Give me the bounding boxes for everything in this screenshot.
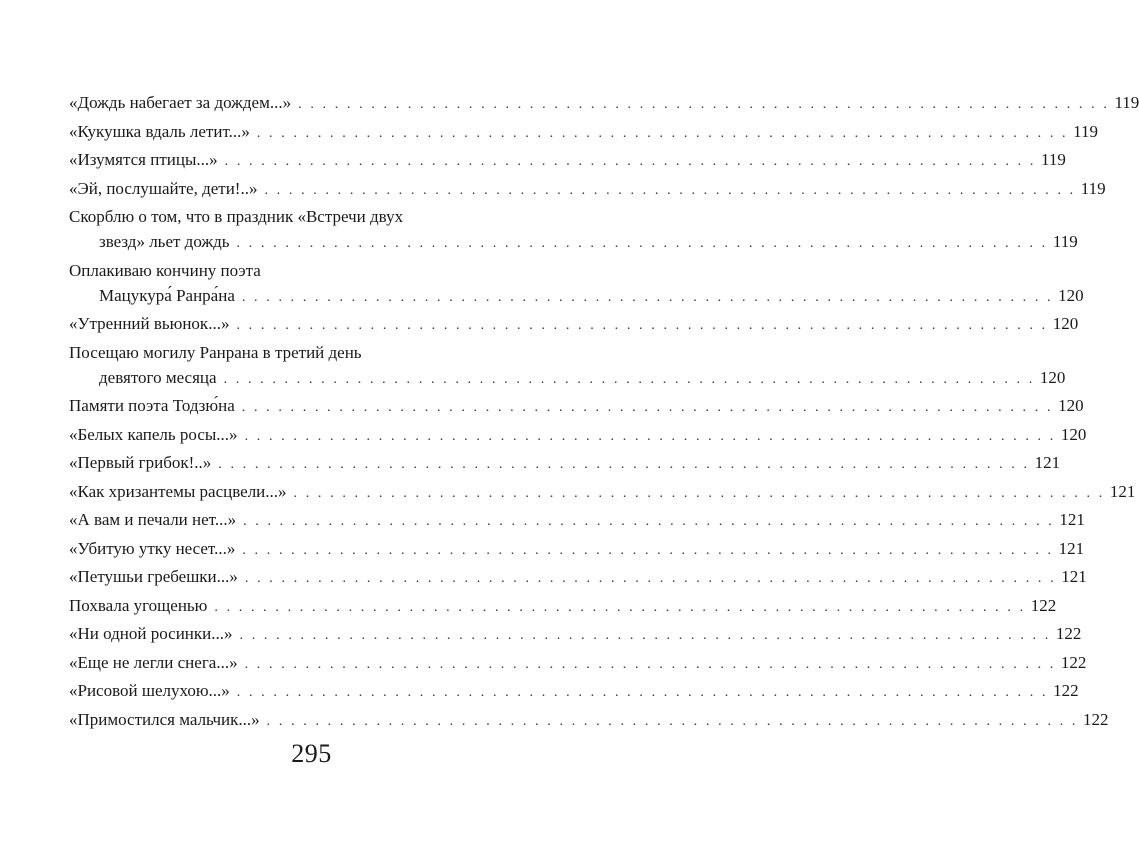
- toc-entry-title: «Убитую утку несет...»: [69, 538, 236, 558]
- toc-entry-line: [69, 450, 1061, 475]
- dot-leader: . . . . . . . . . . . . . . . . . . . . . . . . . . . . . . . . . . . . . . . . . . . . . . . . . . . . . . . . . . . . . . . . . . .: [218, 457, 1030, 472]
- toc-entry-page: 121: [1059, 510, 1085, 529]
- toc-entry-line: [69, 258, 516, 283]
- toc-entry-title: «Как хризантемы расцвели...»: [69, 481, 287, 501]
- toc-entry-title: «Первый грибок!..»: [69, 453, 212, 472]
- dot-leader: . . . . . . . . . . . . . . . . . . . . . . . . . . . . . . . . . . . . . . . . . . . . . . . . . . . . . . . . . . . . . . . . . . .: [266, 713, 1078, 729]
- toc-entry-line: [69, 507, 1085, 532]
- toc-entry-title: «Еще не легли снега...»: [69, 652, 238, 672]
- toc-entry-line: [69, 479, 1136, 504]
- toc-entry-title: «Петушьи гребешки...»: [69, 567, 238, 586]
- toc-entry-title: «Ни одной росинки...»: [69, 624, 233, 643]
- toc-entry-page: 119: [1073, 121, 1099, 141]
- toc-entry[interactable]: [69, 119, 1099, 144]
- dot-leader: . . . . . . . . . . . . . . . . . . . . . . . . . . . . . . . . . . . . . . . . . . . . . . . . . . . . . . . . . . . . . . . . . . .: [242, 542, 1054, 558]
- dot-leader: . . . . . . . . . . . . . . . . . . . . . . . . . . . . . . . . . . . . . . . . . . . . . . . . . . . . . . . . . . . . . . . . . . .: [243, 514, 1055, 529]
- toc-entry-title: «Эй, послушайте, дети!..»: [69, 178, 258, 198]
- toc-entry-title: Памяти поэта Тодзю́на: [69, 396, 235, 415]
- toc-entry-line: [69, 707, 1109, 732]
- toc-entry-page: 120: [1052, 314, 1079, 333]
- toc-entry[interactable]: [69, 258, 1084, 308]
- toc-entry-page: 120: [1058, 396, 1084, 415]
- toc-entry-page: 121: [1109, 481, 1136, 501]
- dot-leader: . . . . . . . . . . . . . . . . . . . . . . . . . . . . . . . . . . . . . . . . . . . . . . . . . . . . . . . . . . . . . . . . . . .: [293, 485, 1105, 501]
- toc-entry-page: 119: [1040, 150, 1066, 169]
- toc-entry-page: 119: [1080, 178, 1106, 198]
- dot-leader: . . . . . . . . . . . . . . . . . . . . . . . . . . . . . . . . . . . . . . . . . . . . . . . . . . . . . . . . . . . . . . . . . . .: [224, 154, 1036, 169]
- toc-entry-line: [69, 119, 1099, 144]
- toc-entry-line: [69, 678, 1079, 703]
- toc-entry[interactable]: [69, 479, 1136, 504]
- toc-entry[interactable]: [69, 340, 1066, 390]
- toc-entry-line: [69, 147, 1066, 172]
- toc-entry-title: «Дождь набегает за дождем...»: [69, 93, 292, 112]
- toc-entry-title: Оплакиваю кончину поэта: [69, 260, 261, 280]
- toc-entry[interactable]: [69, 450, 1061, 475]
- toc-entry-title: Скорблю о том, что в праздник «Встречи двух: [69, 207, 404, 226]
- dot-leader: . . . . . . . . . . . . . . . . . . . . . . . . . . . . . . . . . . . . . . . . . . . . . . . . . . . . . . . . . . . . . . . . . . .: [214, 599, 1026, 615]
- toc-entry-page: 122: [1082, 709, 1109, 729]
- toc-entry-page: 119: [1052, 232, 1078, 251]
- toc-entry[interactable]: [69, 90, 1139, 115]
- toc-entry-page: 122: [1053, 681, 1079, 700]
- toc-entry[interactable]: [69, 147, 1066, 172]
- dot-leader: . . . . . . . . . . . . . . . . . . . . . . . . . . . . . . . . . . . . . . . . . . . . . . . . . . . . . . . . . . . . . . . . . . .: [256, 125, 1069, 141]
- toc-entry-line: [69, 536, 1085, 561]
- toc-entry-page: 121: [1034, 453, 1061, 472]
- toc-entry-title: «А вам и печали нет...»: [69, 510, 237, 529]
- toc-entry-title: «Изумятся птицы...»: [69, 150, 218, 169]
- toc-entry-title: «Кукушка вдаль летит...»: [69, 121, 250, 141]
- toc-entry-page: 119: [1114, 93, 1139, 112]
- dot-leader: . . . . . . . . . . . . . . . . . . . . . . . . . . . . . . . . . . . . . . . . . . . . . . . . . . . . . . . . . . . . . . . . . . .: [223, 371, 1035, 387]
- toc-entry[interactable]: [69, 650, 1087, 675]
- toc-entry-page: 120: [1039, 367, 1066, 387]
- toc-entry-page: 121: [1058, 538, 1085, 558]
- toc-entry-line: [69, 229, 1078, 254]
- toc-entry-line: [69, 593, 1057, 618]
- toc-entry-line: [69, 176, 1106, 201]
- toc-entry-line: [69, 283, 1084, 308]
- toc-entry-line: [69, 340, 516, 365]
- toc-entry-line: [69, 204, 516, 229]
- dot-leader: . . . . . . . . . . . . . . . . . . . . . . . . . . . . . . . . . . . . . . . . . . . . . . . . . . . . . . . . . . . . . . . . . . .: [236, 236, 1048, 251]
- toc-entry[interactable]: [69, 593, 1057, 618]
- toc-entry-title: «Рисовой шелухою...»: [69, 681, 230, 700]
- toc-entry-page: 122: [1060, 652, 1087, 672]
- toc-entry-line: [69, 422, 1087, 447]
- dot-leader: . . . . . . . . . . . . . . . . . . . . . . . . . . . . . . . . . . . . . . . . . . . . . . . . . . . . . . . . . . . . . . . . . . .: [244, 428, 1056, 444]
- toc-entry-page: 122: [1055, 624, 1082, 643]
- page-number: 295: [291, 739, 332, 768]
- toc-entry-line: [69, 311, 1079, 336]
- toc-entry[interactable]: [69, 422, 1087, 447]
- toc-entry[interactable]: [69, 176, 1106, 201]
- toc-entry-title: Похвала угощенью: [69, 595, 208, 615]
- toc-entry-page: 120: [1060, 424, 1087, 444]
- toc-entry[interactable]: [69, 507, 1085, 532]
- toc-entry-line: [69, 564, 1087, 589]
- dot-leader: . . . . . . . . . . . . . . . . . . . . . . . . . . . . . . . . . . . . . . . . . . . . . . . . . . . . . . . . . . . . . . . . . . .: [241, 400, 1054, 415]
- toc-entry[interactable]: [69, 678, 1079, 703]
- toc-entry-title: девятого месяца: [99, 367, 217, 387]
- dot-leader: . . . . . . . . . . . . . . . . . . . . . . . . . . . . . . . . . . . . . . . . . . . . . . . . . . . . . . . . . . . . . . . . . . .: [264, 182, 1076, 198]
- toc-entry-line: [69, 393, 1084, 418]
- toc-entry-line: [69, 650, 1087, 675]
- toc-entry[interactable]: [69, 204, 1078, 254]
- toc-entry[interactable]: [69, 393, 1084, 418]
- toc-entry-title: звезд» льет дождь: [99, 232, 230, 251]
- toc-entry-line: [69, 365, 1066, 390]
- toc-entry[interactable]: [69, 536, 1085, 561]
- table-of-contents: [69, 90, 1139, 735]
- toc-entry-title: Посещаю могилу Ранрана в третий день: [69, 342, 362, 362]
- dot-leader: . . . . . . . . . . . . . . . . . . . . . . . . . . . . . . . . . . . . . . . . . . . . . . . . . . . . . . . . . . . . . . . . . . .: [241, 289, 1054, 305]
- toc-entry-title: «Примостился мальчик...»: [69, 709, 260, 729]
- toc-entry-page: 120: [1058, 285, 1084, 305]
- toc-entry-page: 121: [1061, 567, 1087, 586]
- dot-leader: . . . . . . . . . . . . . . . . . . . . . . . . . . . . . . . . . . . . . . . . . . . . . . . . . . . . . . . . . . . . . . . . . . .: [298, 97, 1110, 112]
- toc-entry-title: «Белых капель росы...»: [69, 424, 238, 444]
- toc-entry-line: [69, 90, 1139, 115]
- toc-entry-title: «Утренний вьюнок...»: [69, 314, 230, 333]
- dot-leader: . . . . . . . . . . . . . . . . . . . . . . . . . . . . . . . . . . . . . . . . . . . . . . . . . . . . . . . . . . . . . . . . . . .: [239, 628, 1051, 643]
- toc-entry[interactable]: [69, 311, 1079, 336]
- toc-entry[interactable]: [69, 564, 1087, 589]
- toc-entry-line: [69, 621, 1082, 646]
- dot-leader: . . . . . . . . . . . . . . . . . . . . . . . . . . . . . . . . . . . . . . . . . . . . . . . . . . . . . . . . . . . . . . . . . . .: [236, 318, 1048, 333]
- toc-entry[interactable]: [69, 621, 1082, 646]
- toc-entry-page: 122: [1030, 595, 1057, 615]
- dot-leader: . . . . . . . . . . . . . . . . . . . . . . . . . . . . . . . . . . . . . . . . . . . . . . . . . . . . . . . . . . . . . . . . . . .: [244, 571, 1057, 586]
- toc-entry[interactable]: [69, 707, 1109, 732]
- toc-entry-title: Мацукура́ Ранра́на: [99, 285, 235, 305]
- dot-leader: . . . . . . . . . . . . . . . . . . . . . . . . . . . . . . . . . . . . . . . . . . . . . . . . . . . . . . . . . . . . . . . . . . .: [244, 656, 1056, 672]
- dot-leader: . . . . . . . . . . . . . . . . . . . . . . . . . . . . . . . . . . . . . . . . . . . . . . . . . . . . . . . . . . . . . . . . . . .: [236, 685, 1049, 700]
